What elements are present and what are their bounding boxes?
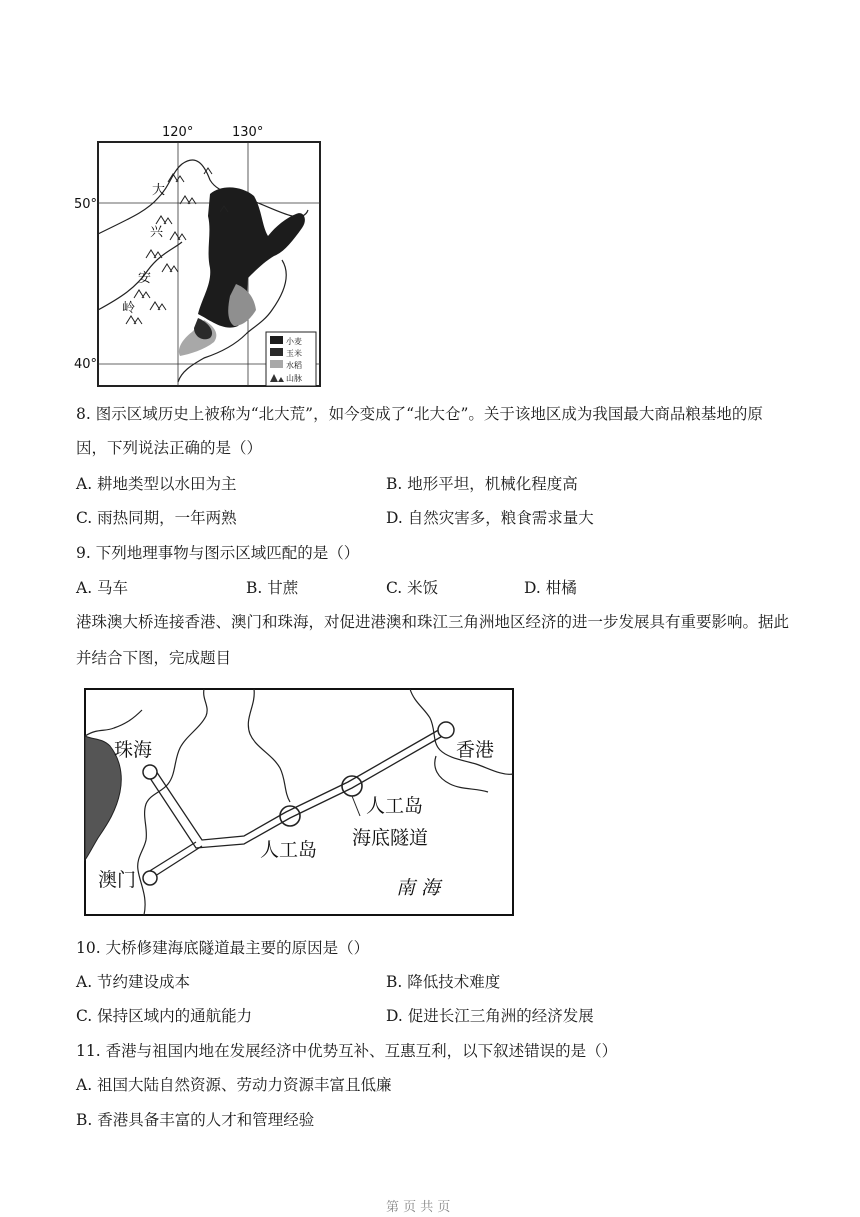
label-artificial-island-west: 人工岛 <box>260 839 318 861</box>
page-footer: 第 页 共 页 <box>386 1200 451 1215</box>
range-char-an: 安 <box>138 271 152 286</box>
legend-swatch-wheat <box>270 336 283 344</box>
q10-option-d[interactable]: D. 促进长江三角洲的经济发展 <box>386 1007 594 1025</box>
northeast-china-map <box>74 120 326 390</box>
label-macau: 澳门 <box>98 869 137 891</box>
range-char-ling: 岭 <box>122 301 136 316</box>
q10-stem: 10. 大桥修建海底隧道最主要的原因是（） <box>76 939 370 957</box>
label-south-sea: 南 海 <box>396 877 441 899</box>
q11-stem: 11. 香港与祖国内地在发展经济中优势互补、互惠互利，以下叙述错误的是（） <box>76 1042 618 1060</box>
range-char-da: 大 <box>152 183 166 198</box>
q8-stem-line1: 8. 图示区域历史上被称为“北大荒”，如今变成了“北大仓”。关于该地区成为我国最大商品粮基地的原 <box>76 405 763 423</box>
lon-label-120: 120° <box>162 125 194 140</box>
q10-option-c[interactable]: C. 保持区域内的通航能力 <box>76 1007 253 1025</box>
label-artificial-island-east: 人工岛 <box>366 795 424 817</box>
q11-option-b[interactable]: B. 香港具备丰富的人才和管理经验 <box>76 1111 315 1129</box>
q8-option-b[interactable]: B. 地形平坦，机械化程度高 <box>386 475 578 493</box>
q9-option-b[interactable]: B. 甘蔗 <box>246 579 299 597</box>
legend-swatch-rice <box>270 360 283 368</box>
hzmb-bridge-map <box>84 688 514 916</box>
legend-label-rice: 水稻 <box>286 361 302 370</box>
q8-option-a[interactable]: A. 耕地类型以水田为主 <box>76 475 237 493</box>
range-char-xing: 兴 <box>150 225 164 240</box>
legend-label-wheat: 小麦 <box>286 337 302 346</box>
macau-point <box>143 871 157 885</box>
q8-stem-line2: 因，下列说法正确的是（） <box>76 439 263 457</box>
hongkong-point <box>438 722 454 738</box>
intro-line1: 港珠澳大桥连接香港、澳门和珠海，对促进港澳和珠江三角洲地区经济的进一步发展具有重要影响。据此 <box>76 613 790 631</box>
label-zhuhai: 珠海 <box>114 739 153 761</box>
q10-option-a[interactable]: A. 节约建设成本 <box>76 973 191 991</box>
lon-label-130: 130° <box>232 125 264 140</box>
lat-label-50: 50° <box>74 197 98 212</box>
label-hongkong: 香港 <box>456 739 495 761</box>
q9-stem: 9. 下列地理事物与图示区域匹配的是（） <box>76 544 360 562</box>
q9-option-a[interactable]: A. 马车 <box>76 579 129 597</box>
legend-label-mountain: 山脉 <box>286 374 302 383</box>
legend-label-corn: 玉米 <box>286 349 302 358</box>
q9-option-d[interactable]: D. 柑橘 <box>524 579 577 597</box>
map1-legend <box>266 332 316 386</box>
q8-option-d[interactable]: D. 自然灾害多，粮食需求量大 <box>386 509 594 527</box>
q8-option-c[interactable]: C. 雨热同期，一年两熟 <box>76 509 237 527</box>
q10-option-b[interactable]: B. 降低技术难度 <box>386 973 501 991</box>
label-undersea-tunnel: 海底隧道 <box>352 827 429 849</box>
zhuhai-point <box>143 765 157 779</box>
intro-line2: 并结合下图，完成题目 <box>76 649 232 667</box>
q9-option-c[interactable]: C. 米饭 <box>386 579 439 597</box>
q11-option-a[interactable]: A. 祖国大陆自然资源、劳动力资源丰富且低廉 <box>76 1076 392 1094</box>
lat-label-40: 40° <box>74 357 98 372</box>
legend-swatch-corn <box>270 348 283 356</box>
